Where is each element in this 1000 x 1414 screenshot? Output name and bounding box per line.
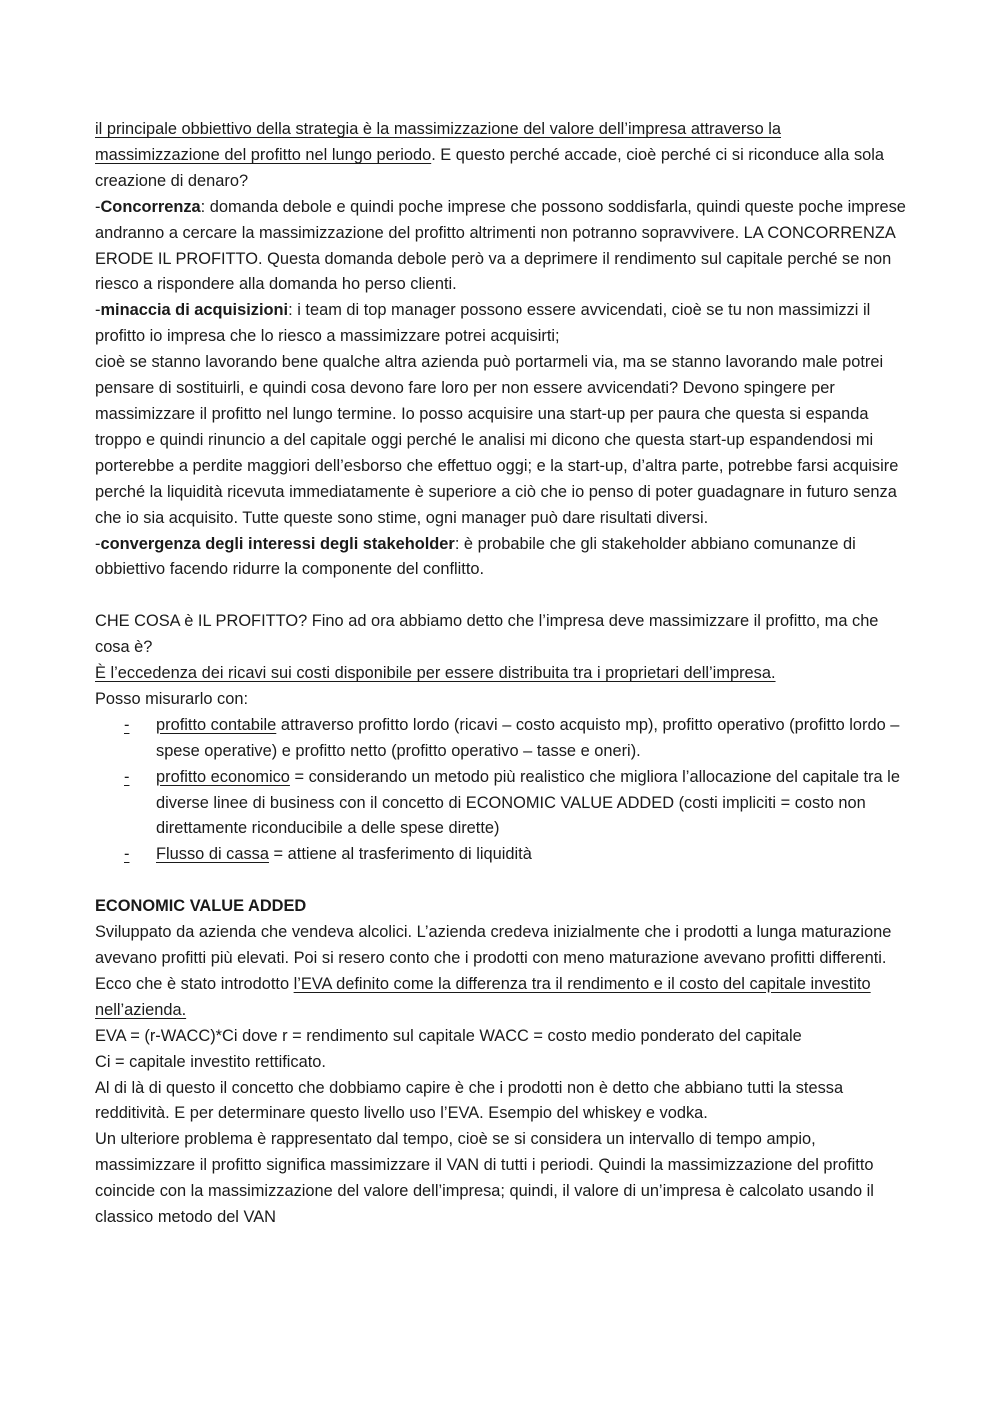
- text-stakeholder: : è probabile che gli stakeholder abbiano comunanze di obbiettivo facendo ridurre la componente del conflitto.: [95, 534, 856, 579]
- paragraph-avvicendamento: cioè se stanno lavorando bene qualche altra azienda può portarmeli via, ma se stanno lavorando male potrei pensare di sostituirli, e quindi cosa devono fare loro per non essere avvicendati? Devono spingere per massimizzare il profitto nel lungo termine. Io posso acquisire una start-up per paura che questa si espanda troppo e quindi rinuncio a del capitale oggi perché le analisi mi dicono che questa start-up espandendosi mi porterebbe a perdite maggiori dell’esborso che effettuo oggi; e la start-up, d’altra parte, potrebbe farsi acquisire perché la liquidità ricevuta immediatamente è superiore a ciò che io penso di poter guadagnare in futuro senza che io sia acquisito. Tutte queste sono stime, ogni manager può dare risultati diversi.: [95, 353, 899, 527]
- text-concorrenza: : domanda debole e quindi poche imprese che possono soddisfarla, quindi queste poche imprese andranno a cercare la massimizzazione del profitto altrimenti non potranno sopravvivere. LA CONCORRENZA ERODE IL PROFITTO. Questa domanda debole però va a deprimere il rendimento sul capitale perché se non riesco a rispondere alla domanda ho perso clienti.: [95, 197, 906, 294]
- profit-measure-list: [95, 713, 907, 868]
- term-acquisizioni: minaccia di acquisizioni: [100, 301, 289, 320]
- paragraph-eva-formula: EVA = (r-WACC)*Ci dove r = rendimento sul capitale WACC = costo medio ponderato del capitale: [95, 1026, 802, 1045]
- paragraph-redditivita: Al di là di questo il concetto che dobbiamo capire è che i prodotti non è detto che abbiano tutti la stessa redditività. E per determinare questo livello uso l’EVA. Esempio del whiskey e vodka.: [95, 1078, 844, 1123]
- paragraph-measure-intro: Posso misurarlo con:: [95, 689, 249, 708]
- text-eva-origin: Sviluppato da azienda che vendeva alcolici. L’azienda credeva inizialmente che i prodotti a lunga maturazione avevano profitti più elevati. Poi si resero conto che i prodotti con meno maturazione avevano profitti differenti. Ecco che è stato introdotto: [95, 923, 892, 993]
- paragraph-eva-origin: [95, 920, 907, 1024]
- dash-marker: -: [95, 534, 101, 553]
- list-item: [95, 842, 907, 868]
- term-concorrenza: Concorrenza: [100, 197, 201, 216]
- term-stakeholder: convergenza degli interessi degli stakeholder: [100, 534, 455, 553]
- text-profitto-economico: = considerando un metodo più realistico che migliora l’allocazione del capitale tra le diverse linee di business con il concetto di ECONOMIC VALUE ADDED (costi impliciti = costo non direttamente riconducibile a delle spese dirette): [156, 767, 900, 838]
- list-item: [95, 765, 907, 843]
- dash-marker: -: [95, 301, 101, 320]
- paragraph-profitto-question: CHE COSA è IL PROFITTO? Fino ad ora abbiamo detto che l’impresa deve massimizzare il profitto, ma che cosa è?: [95, 612, 879, 657]
- text-profitto-contabile: attraverso profitto lordo (ricavi – costo acquisto mp), profitto operativo (profitto lordo – spese operative) e profitto netto (profitto operativo – tasse e oneri).: [156, 715, 900, 760]
- paragraph-acquisizioni: [95, 298, 907, 350]
- text-flusso-di-cassa: = attiene al trasferimento di liquidità: [268, 845, 532, 864]
- document-page: [95, 117, 907, 1231]
- dash-marker: -: [95, 197, 101, 216]
- spacer: [95, 868, 907, 894]
- paragraph-van: Un ulteriore problema è rappresentato dal tempo, cioè se si considera un intervallo di tempo ampio, massimizzare il profitto significa massimizzare il VAN di tutti i periodi. Quindi la massimizzazione del profitto coincide con la massimizzazione del valore dell’impresa; quindi, il valore di un’impresa è calcolato usando il classico metodo del VAN: [95, 1130, 874, 1227]
- underlined-objective: il principale obbiettivo della strategia è la massimizzazione del valore dell’impresa attraverso la massimizzazione del profitto nel lungo periodo: [95, 120, 782, 164]
- paragraph-concorrenza: [95, 195, 907, 299]
- paragraph-strategy-objective: [95, 117, 907, 195]
- objective-question: . E questo perché accade, cioè perché ci si riconduce alla sola creazione di denaro?: [95, 145, 885, 190]
- underlined-eva-definition: l’EVA definito come la differenza tra il rendimento e il costo del capitale investito nell’azienda.: [95, 974, 871, 1019]
- paragraph-ci-definition: Ci = capitale investito rettificato.: [95, 1052, 326, 1071]
- bullet-dash: -: [124, 767, 130, 786]
- term-profitto-economico: profitto economico: [156, 767, 290, 786]
- term-profitto-contabile: profitto contabile: [156, 715, 277, 734]
- spacer: [95, 583, 907, 609]
- text-acquisizioni: : i team di top manager possono essere avvicendati, cioè se tu non massimizzi il profitto io impresa che lo riesco a massimizzare potrei acquisirti;: [95, 301, 871, 346]
- bullet-dash: -: [124, 715, 130, 734]
- paragraph-stakeholder: [95, 532, 907, 584]
- bullet-dash: -: [124, 845, 130, 864]
- list-item: [95, 713, 907, 765]
- section-heading-eva: ECONOMIC VALUE ADDED: [95, 897, 307, 916]
- term-flusso-di-cassa: Flusso di cassa: [156, 845, 269, 864]
- paragraph-profitto-definition: È l’eccedenza dei ricavi sui costi disponibile per essere distribuita tra i proprietari dell’impresa.: [95, 664, 776, 683]
